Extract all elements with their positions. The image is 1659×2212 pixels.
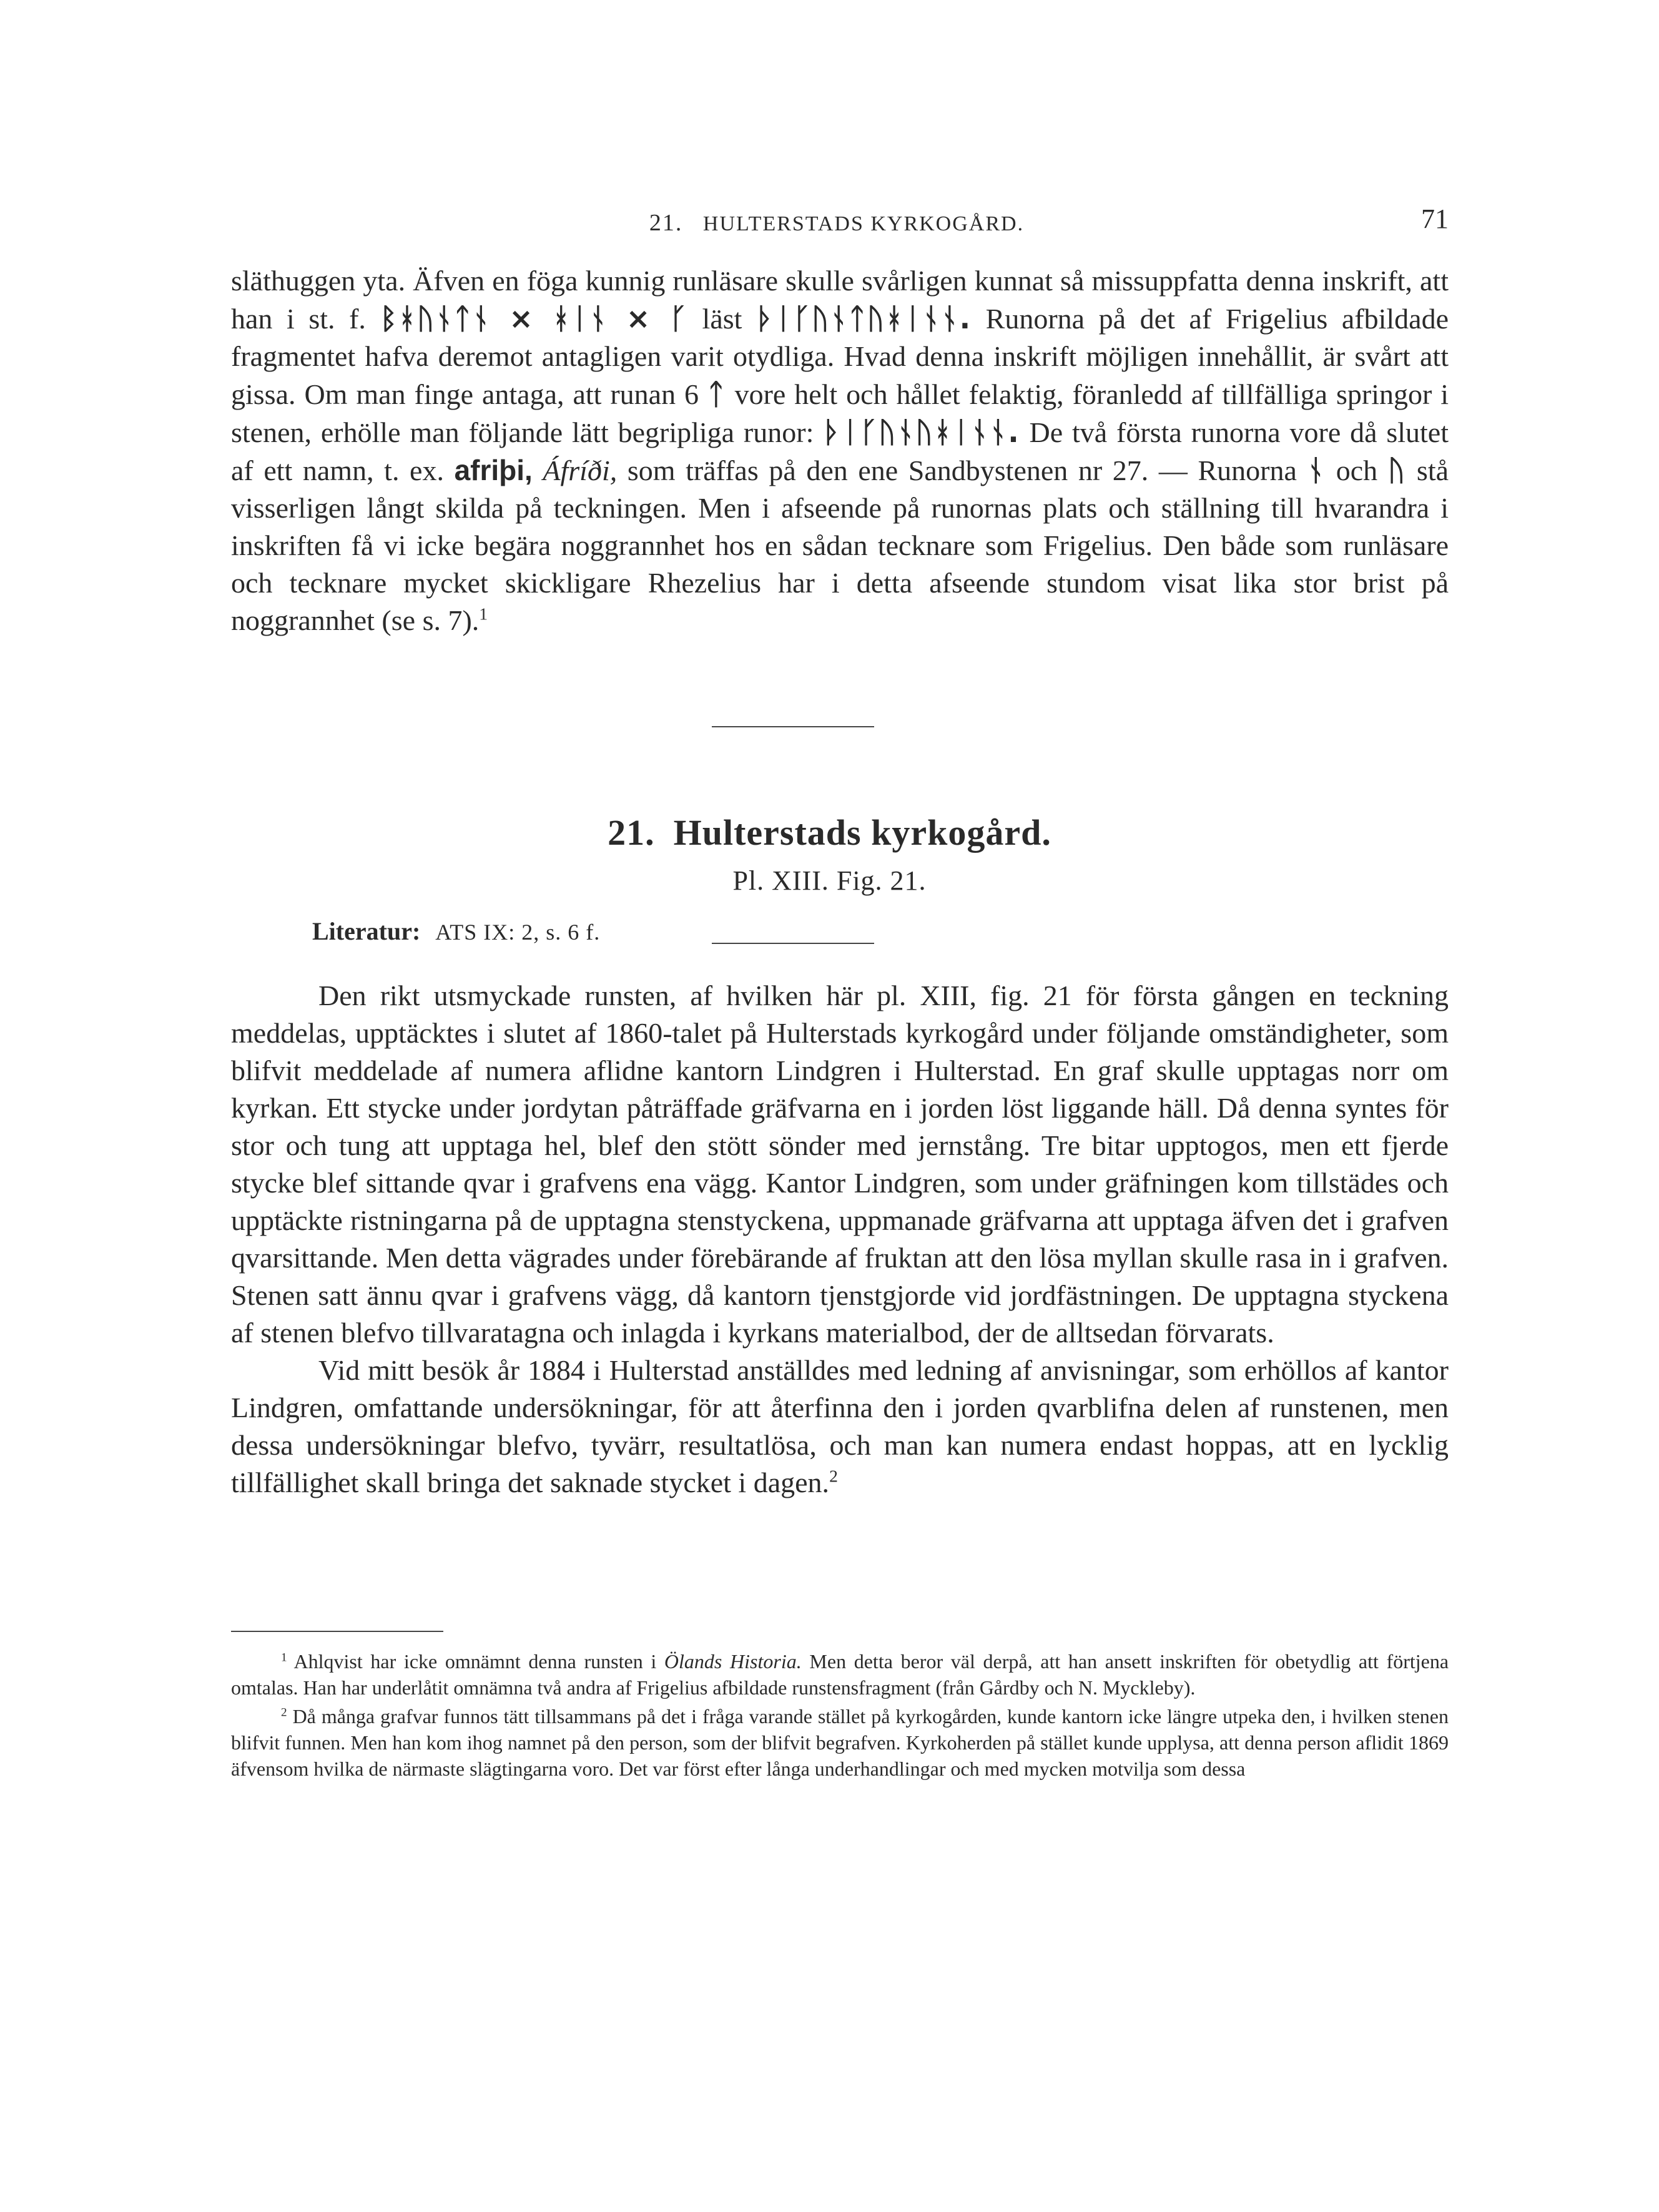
header-section-number: 21. bbox=[649, 210, 683, 236]
paragraph-1 bbox=[231, 262, 1449, 639]
section-title bbox=[0, 812, 1659, 853]
runic-inscription: ᚦᛁᚴᚢᚾᚢᚼᛁᚾᚾ. bbox=[823, 415, 1020, 449]
normalized-name: Áfríði, bbox=[543, 455, 618, 486]
section-divider bbox=[712, 726, 874, 727]
section-title-text: Hulterstads kyrkogård. bbox=[673, 812, 1051, 853]
text-run: som träffas på den ene Sandbystenen nr 27. — Runorna bbox=[627, 455, 1297, 486]
literature-label: Literatur: bbox=[312, 917, 421, 945]
page-number: 71 bbox=[1421, 204, 1449, 234]
header-running-title: HULTERSTADS KYRKOGÅRD. bbox=[702, 212, 1025, 235]
text-run: och bbox=[1336, 455, 1378, 486]
literature-reference bbox=[312, 917, 600, 946]
footnote-mark: 2 bbox=[281, 1706, 287, 1719]
literature-citation: ATS IX: 2, s. 6 f. bbox=[435, 920, 601, 945]
runic-inscription: ᛏ bbox=[707, 377, 726, 411]
text-run: Då många grafvar funnos tätt tillsammans på det i fråga varande stället på kyrkogården, kunde kantorn icke längre utpeka den, i hvilken stenen blifvit funnen. Men han kom ihog namnet på den person, som der blifvit begrafven. Kyrkoherden på stället kunde upplysa, att denna person aflidit 1869 äfvensom hvilka de närmaste slägtingarna voro. Det var först efter långa underhandlingar och med mycken motvilja som dessa bbox=[231, 1705, 1449, 1780]
text-run: läst bbox=[702, 303, 742, 335]
text-run: Ahlqvist har icke omnämnt denna runsten i bbox=[293, 1650, 657, 1673]
paragraph-2: Den rikt utsmyckade runsten, af hvilken här pl. XIII, fig. 21 för första gången en teckning meddelas, upptäcktes i slutet af 1860-talet på Hulterstads kyrkogård under följande omständigheter, som blifvit meddelade af numera aflidne kantorn Lindgren i Hulterstad. En graf skulle upptagas norr om kyrkan. Ett stycke under jordytan påträffade gräfvarna en i jorden löst liggande häll. Då denna syntes för stor och tung att upptaga hel, blef den stött sönder med jernstång. Tre bitar upptogos, men ett fjerde stycke blef sittande qvar i grafvens ena vägg. Kantor Lindgren, som under gräfningen kom tillstädes och upptäckte ristningarna på de upptagna stenstyckena, uppmanade gräfvarna att upptaga äfven det i grafven qvarsittande. Men detta vägrades under förebärande af fruktan att den lösa myllan skulle rasa in i grafven. Stenen satt ännu qvar i grafvens vägg, då kantorn tjenstgjorde vid jordfästningen. De upptagna styckena af stenen blefvo tillvaratagna och inlagda i kyrkans materialbod, der de alltsedan förvarats. bbox=[231, 980, 1449, 1349]
runic-inscription: ᚾ bbox=[1307, 453, 1326, 487]
page-header bbox=[225, 203, 1449, 240]
subtitle-rule bbox=[712, 943, 874, 944]
main-text bbox=[231, 977, 1449, 1502]
footnote-2 bbox=[231, 1703, 1449, 1782]
section-number: 21. bbox=[608, 812, 655, 853]
book-title: Ölands Historia. bbox=[664, 1650, 802, 1673]
runic-inscription: ᚦᛁᚴᚢᚾᛏᚢᚼᛁᚾᚾ. bbox=[756, 302, 972, 335]
text-run: släthuggen yta. Äfven en föga kunnig runläsare skulle svårligen kunnat så missuppfatta denna inskrift, att han i st. f. bbox=[231, 265, 1449, 335]
text-run: vore helt och hållet felaktig, föranledd af tillfälliga springor i stenen, erhölle man följande lätt begripliga runor: bbox=[231, 378, 1449, 448]
text-run: Runorna på det af Frigelius afbildade fragmentet hafva deremot antagligen varit otydliga. Hvad denna inskrift möjligen innehållit, är svårt att gissa. Om man finge antaga, att runan 6 bbox=[231, 303, 1449, 410]
section-subtitle: Pl. XIII. Fig. 21. bbox=[732, 865, 927, 896]
footnote-mark: 1 bbox=[281, 1651, 287, 1664]
footnotes bbox=[231, 1648, 1449, 1784]
footnote-1 bbox=[231, 1648, 1449, 1701]
running-head bbox=[225, 209, 1449, 237]
text-run: Men detta beror väl derpå, att han ansett inskriften för obetydlig att förtjena omtalas. Han har underlåtit omnämna två andra af Frigelius afbildade runstensfragment (från Gårdby och N. Myckleby). bbox=[231, 1650, 1449, 1699]
runic-inscription: ᚢ bbox=[1387, 453, 1407, 487]
footnote-ref-1: 1 bbox=[479, 604, 488, 624]
text-run: stå visserligen långt skilda på teckningen. Men i afseende på runornas plats och ställning till hvarandra i inskriften få vi icke begära noggrannhet hos en sådan tecknare som Frigelius. Den både som runläsare och tecknare mycket skickligare Rhezelius har i detta afseende stundom visat lika stor brist på noggrannhet (se s. 7). bbox=[231, 455, 1449, 636]
text-run: Vid mitt besök år 1884 i Hulterstad anställdes med ledning af anvisningar, som erhöllos af kantor Lindgren, omfattande undersökningar, för att återfinna den i jorden qvarblifna delen af runstenen, men dessa undersökningar blefvo, tyvärr, resultatlösa, och man kan numera endast hoppas, att en lycklig tillfällighet skall bringa det saknade stycket i dagen. bbox=[231, 1354, 1449, 1498]
footnote-separator bbox=[231, 1631, 443, 1632]
paragraph-3 bbox=[231, 1352, 1449, 1502]
top-continuation-text bbox=[231, 262, 1449, 639]
runic-inscription: ᛒᚼᚢᚾᛏᚾ × ᚼᛁᚾ × ᚴ bbox=[380, 302, 688, 335]
footnote-ref-2: 2 bbox=[829, 1466, 838, 1486]
transliteration: afriþi, bbox=[454, 454, 533, 486]
text-run: De två första runorna vore då slutet af ett namn, t. ex. bbox=[231, 416, 1449, 486]
